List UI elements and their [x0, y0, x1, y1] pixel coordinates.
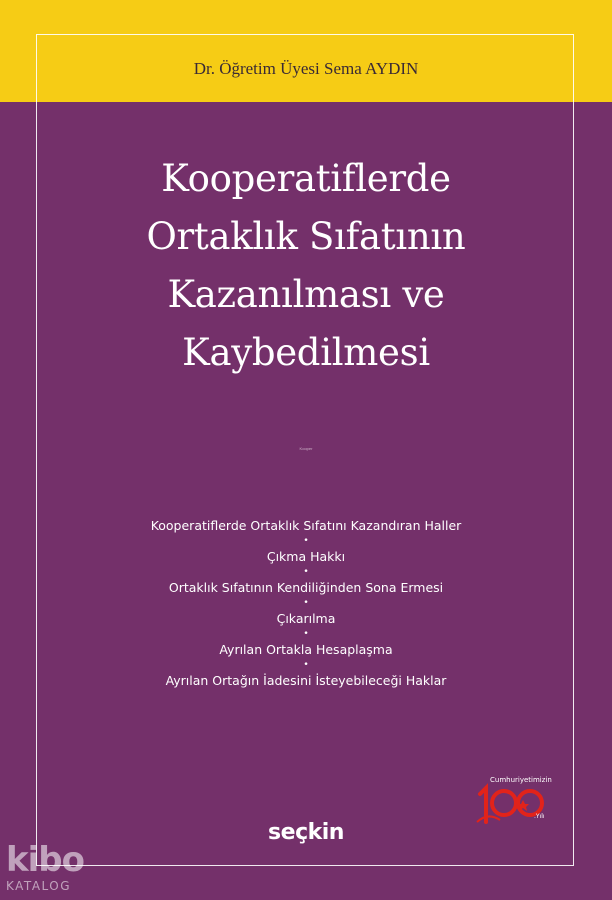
- bullet-separator: •: [303, 598, 309, 608]
- topic-item: Çıkarılma: [276, 611, 336, 626]
- topic-item: Ortaklık Sıfatının Kendiliğinden Sona Ermesi: [168, 580, 444, 595]
- watermark-subtitle: KATALOG: [6, 879, 72, 893]
- watermark-logo: kibo: [6, 840, 84, 880]
- bullet-separator: •: [303, 660, 309, 670]
- title-line-3: Kazanılması ve: [167, 273, 445, 316]
- topic-item: Kooperatiflerde Ortaklık Sıfatını Kazandıran Haller: [150, 518, 462, 533]
- bullet-separator: •: [303, 536, 309, 546]
- topics-list: [0, 517, 612, 689]
- title-line-2: Ortaklık Sıfatının: [146, 215, 466, 258]
- topic-item: Çıkma Hakkı: [266, 549, 346, 564]
- badge-suffix: .Yılı: [534, 813, 545, 820]
- title-line-1: Kooperatiflerde: [161, 157, 451, 200]
- book-title: [0, 150, 612, 382]
- badge-caption: Cumhuriyetimizin: [490, 776, 552, 784]
- title-line-4: Kaybedilmesi: [182, 331, 430, 374]
- publisher-logo: seçkin: [268, 820, 344, 845]
- bullet-separator: •: [303, 567, 309, 577]
- topic-item: Ayrılan Ortakla Hesaplaşma: [219, 642, 393, 657]
- author-name: Dr. Öğretim Üyesi Sema AYDIN: [193, 59, 419, 78]
- bullet-separator: •: [303, 629, 309, 639]
- centenary-badge: [474, 776, 564, 826]
- tiny-print-mark: Kooper: [299, 446, 313, 451]
- topic-item: Ayrılan Ortağın İadesini İsteyebileceği Haklar: [165, 673, 447, 688]
- watermark: [6, 842, 86, 894]
